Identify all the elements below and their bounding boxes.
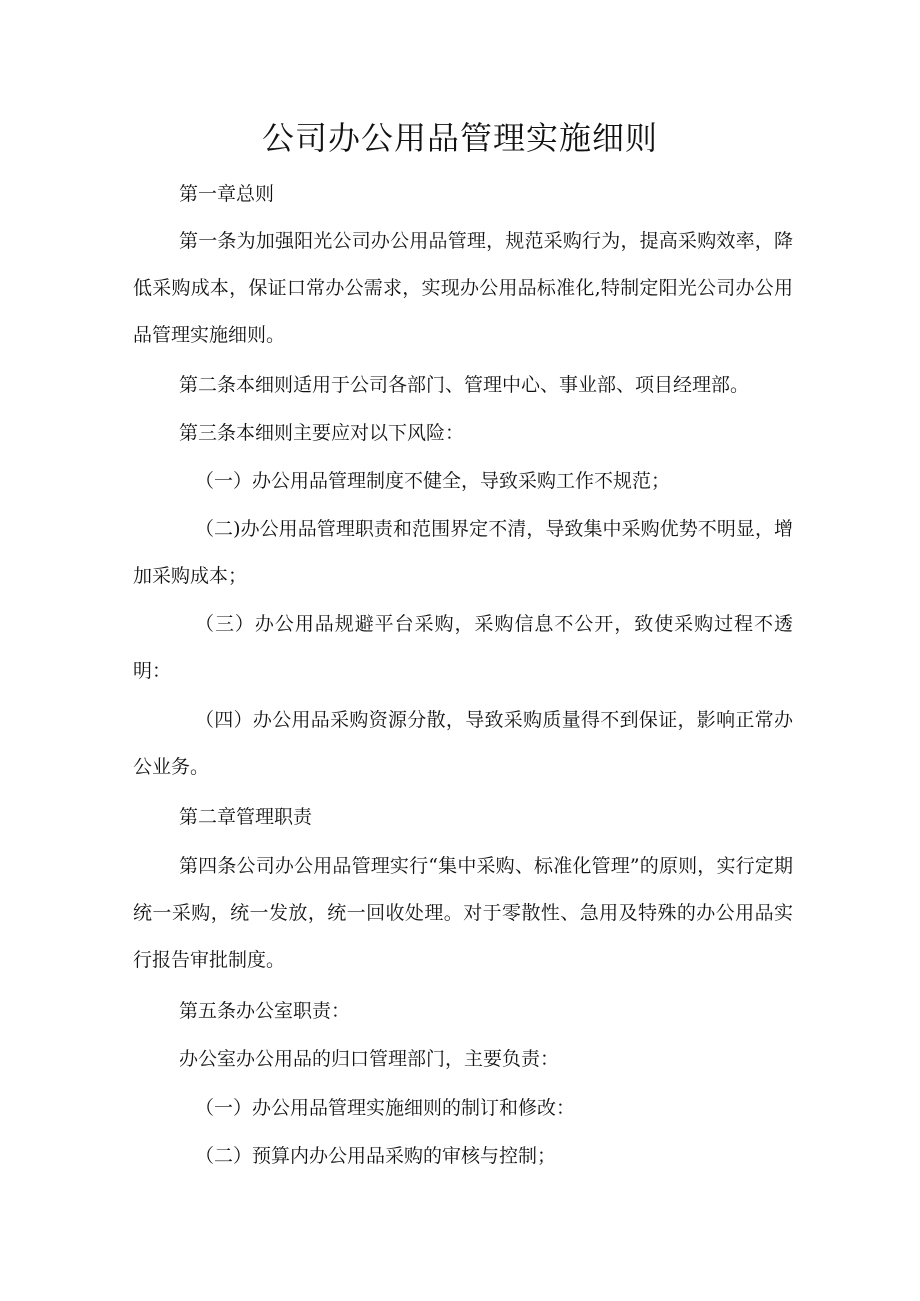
list-item: （二)办公用品管理职责和范围界定不清，导致集中采购优势不明显，增加采购成本； [133,518,793,587]
chapter-heading: 第二章管理职责 [179,806,313,828]
list-item: （一）办公用品管理实施细则的制订和修改： [195,1097,576,1119]
article-paragraph: 第四条公司办公用品管理实行“集中采购、标准化管理”的原则，实行定期统一采购，统一发放，统一回收处理。对于零散性、急用及特殊的办公用品实行报告审批制度。 [133,855,793,971]
article-paragraph: 第五条办公室职责： [179,1000,351,1022]
list-item: （一）办公用品管理制度不健全，导致采购工作不规范； [195,470,671,492]
article-paragraph: 第三条本细则主要应对以下风险： [179,422,465,444]
list-item: （四）办公用品采购资源分散，导致采购质量得不到保证，影响正常办公业务。 [133,709,793,778]
article-paragraph: 第一条为加强阳光公司办公用品管理，规范采购行为，提高采购效率，降低采购成本，保证口常办公需求，实现办公用品标准化,特制定阳光公司办公用品管理实施细则。 [133,230,793,346]
article-paragraph: 办公室办公用品的归口管理部门，主要负责： [179,1048,560,1070]
list-item: （三）办公用品规避平台采购，采购信息不公开，致使采购过程不透明： [133,613,793,682]
article-paragraph: 第二条本细则适用于公司各部门、管理中心、事业部、项目经理部。 [179,374,750,396]
document-title: 公司办公用品管理实施细则 [261,119,658,157]
list-item: （二）预算内办公用品采购的审核与控制； [195,1145,557,1167]
chapter-heading: 第一章总则 [179,183,275,205]
